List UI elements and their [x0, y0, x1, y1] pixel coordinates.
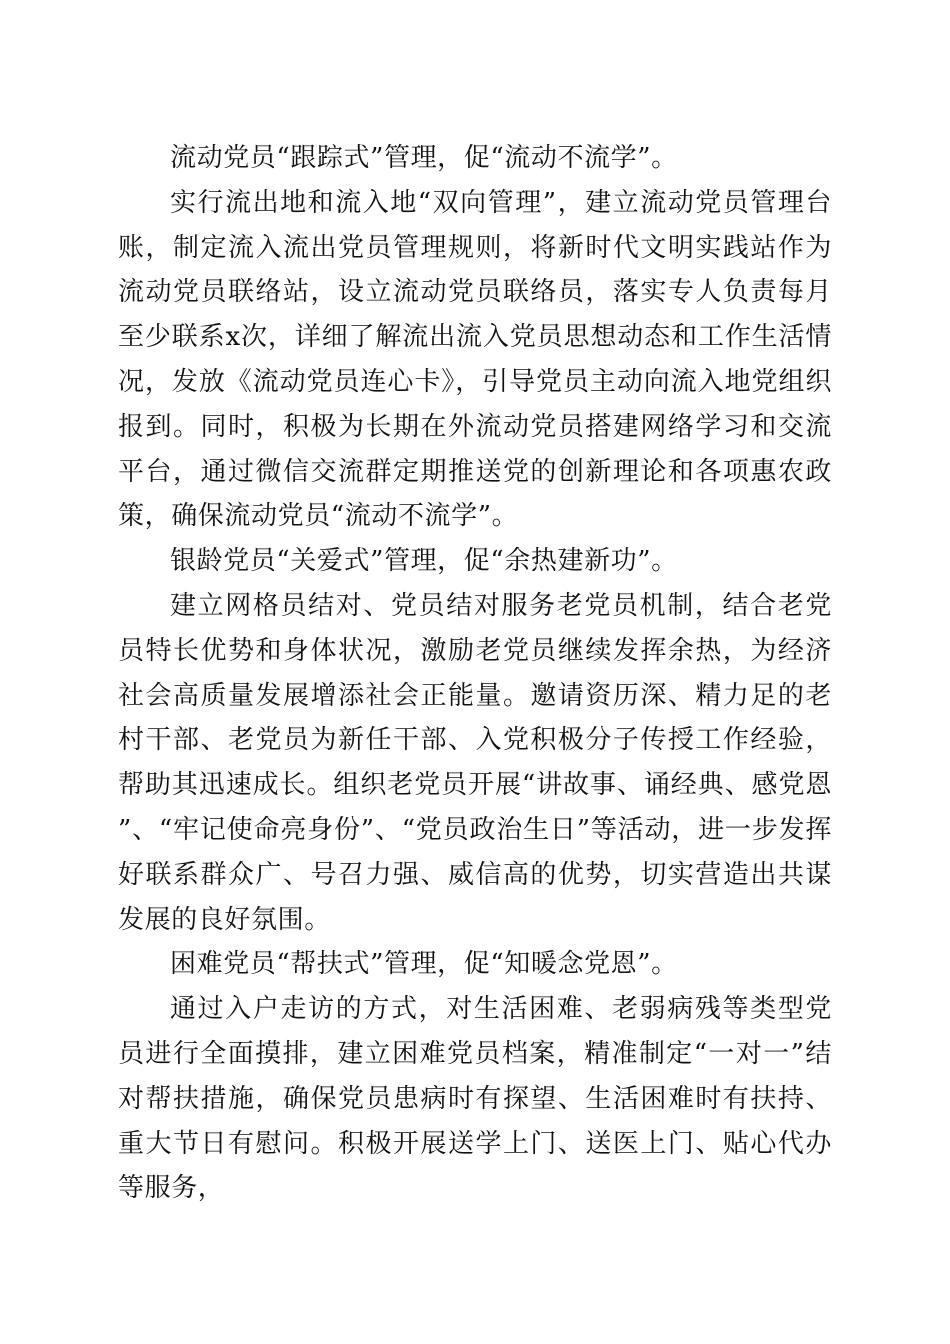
body-paragraph-mobile-party-members: 实行流出地和流入地“双向管理”，建立流动党员管理台账，制定流入流出党员管理规则，将新时代文明实践站作为流动党员联络站，设立流动党员联络员，落实专人负责每月至少联系x次，详细了解流出流入党员思想动态和工作生活情况，发放《流动党员连心卡》，引导党员主动向流入地党组织报到。同时，积极为长期在外流动党员搭建网络学习和交流平台，通过微信交流群定期推送党的创新理论和各项惠农政策，确保流动党员“流动不流学”。	[118, 187, 832, 532]
document-body	[118, 136, 832, 1211]
body-paragraph-senior-party-members: 建立网格员结对、党员结对服务老党员机制，结合老党员特长优势和身体状况，激励老党员继续发挥余热，为经济社会高质量发展增添社会正能量。邀请资历深、精力足的老村干部、老党员为新任干部、入党积极分子传授工作经验，帮助其迅速成长。组织老党员开展“讲故事、诵经典、感党恩”、“牢记使命亮身份”、“党员政治生日”等活动，进一步发挥好联系群众广、号召力强、威信高的优势，切实营造出共谋发展的良好氛围。	[118, 590, 832, 935]
section-heading-needy-party-members: 困难党员“帮扶式”管理，促“知暖念党恩”。	[170, 949, 678, 980]
section-heading-senior-party-members: 银龄党员“关爱式”管理，促“余热建新功”。	[170, 546, 678, 577]
section-heading-mobile-party-members: 流动党员“跟踪式”管理，促“流动不流学”。	[170, 143, 678, 173]
body-paragraph-needy-party-members: 通过入户走访的方式，对生活困难、老弱病残等类型党员进行全面摸排，建立困难党员档案，精准制定“一对一”结对帮扶措施，确保党员患病时有探望、生活困难时有扶持、重大节日有慰问。积极开展送学上门、送医上门、贴心代办等服务，	[118, 994, 832, 1204]
